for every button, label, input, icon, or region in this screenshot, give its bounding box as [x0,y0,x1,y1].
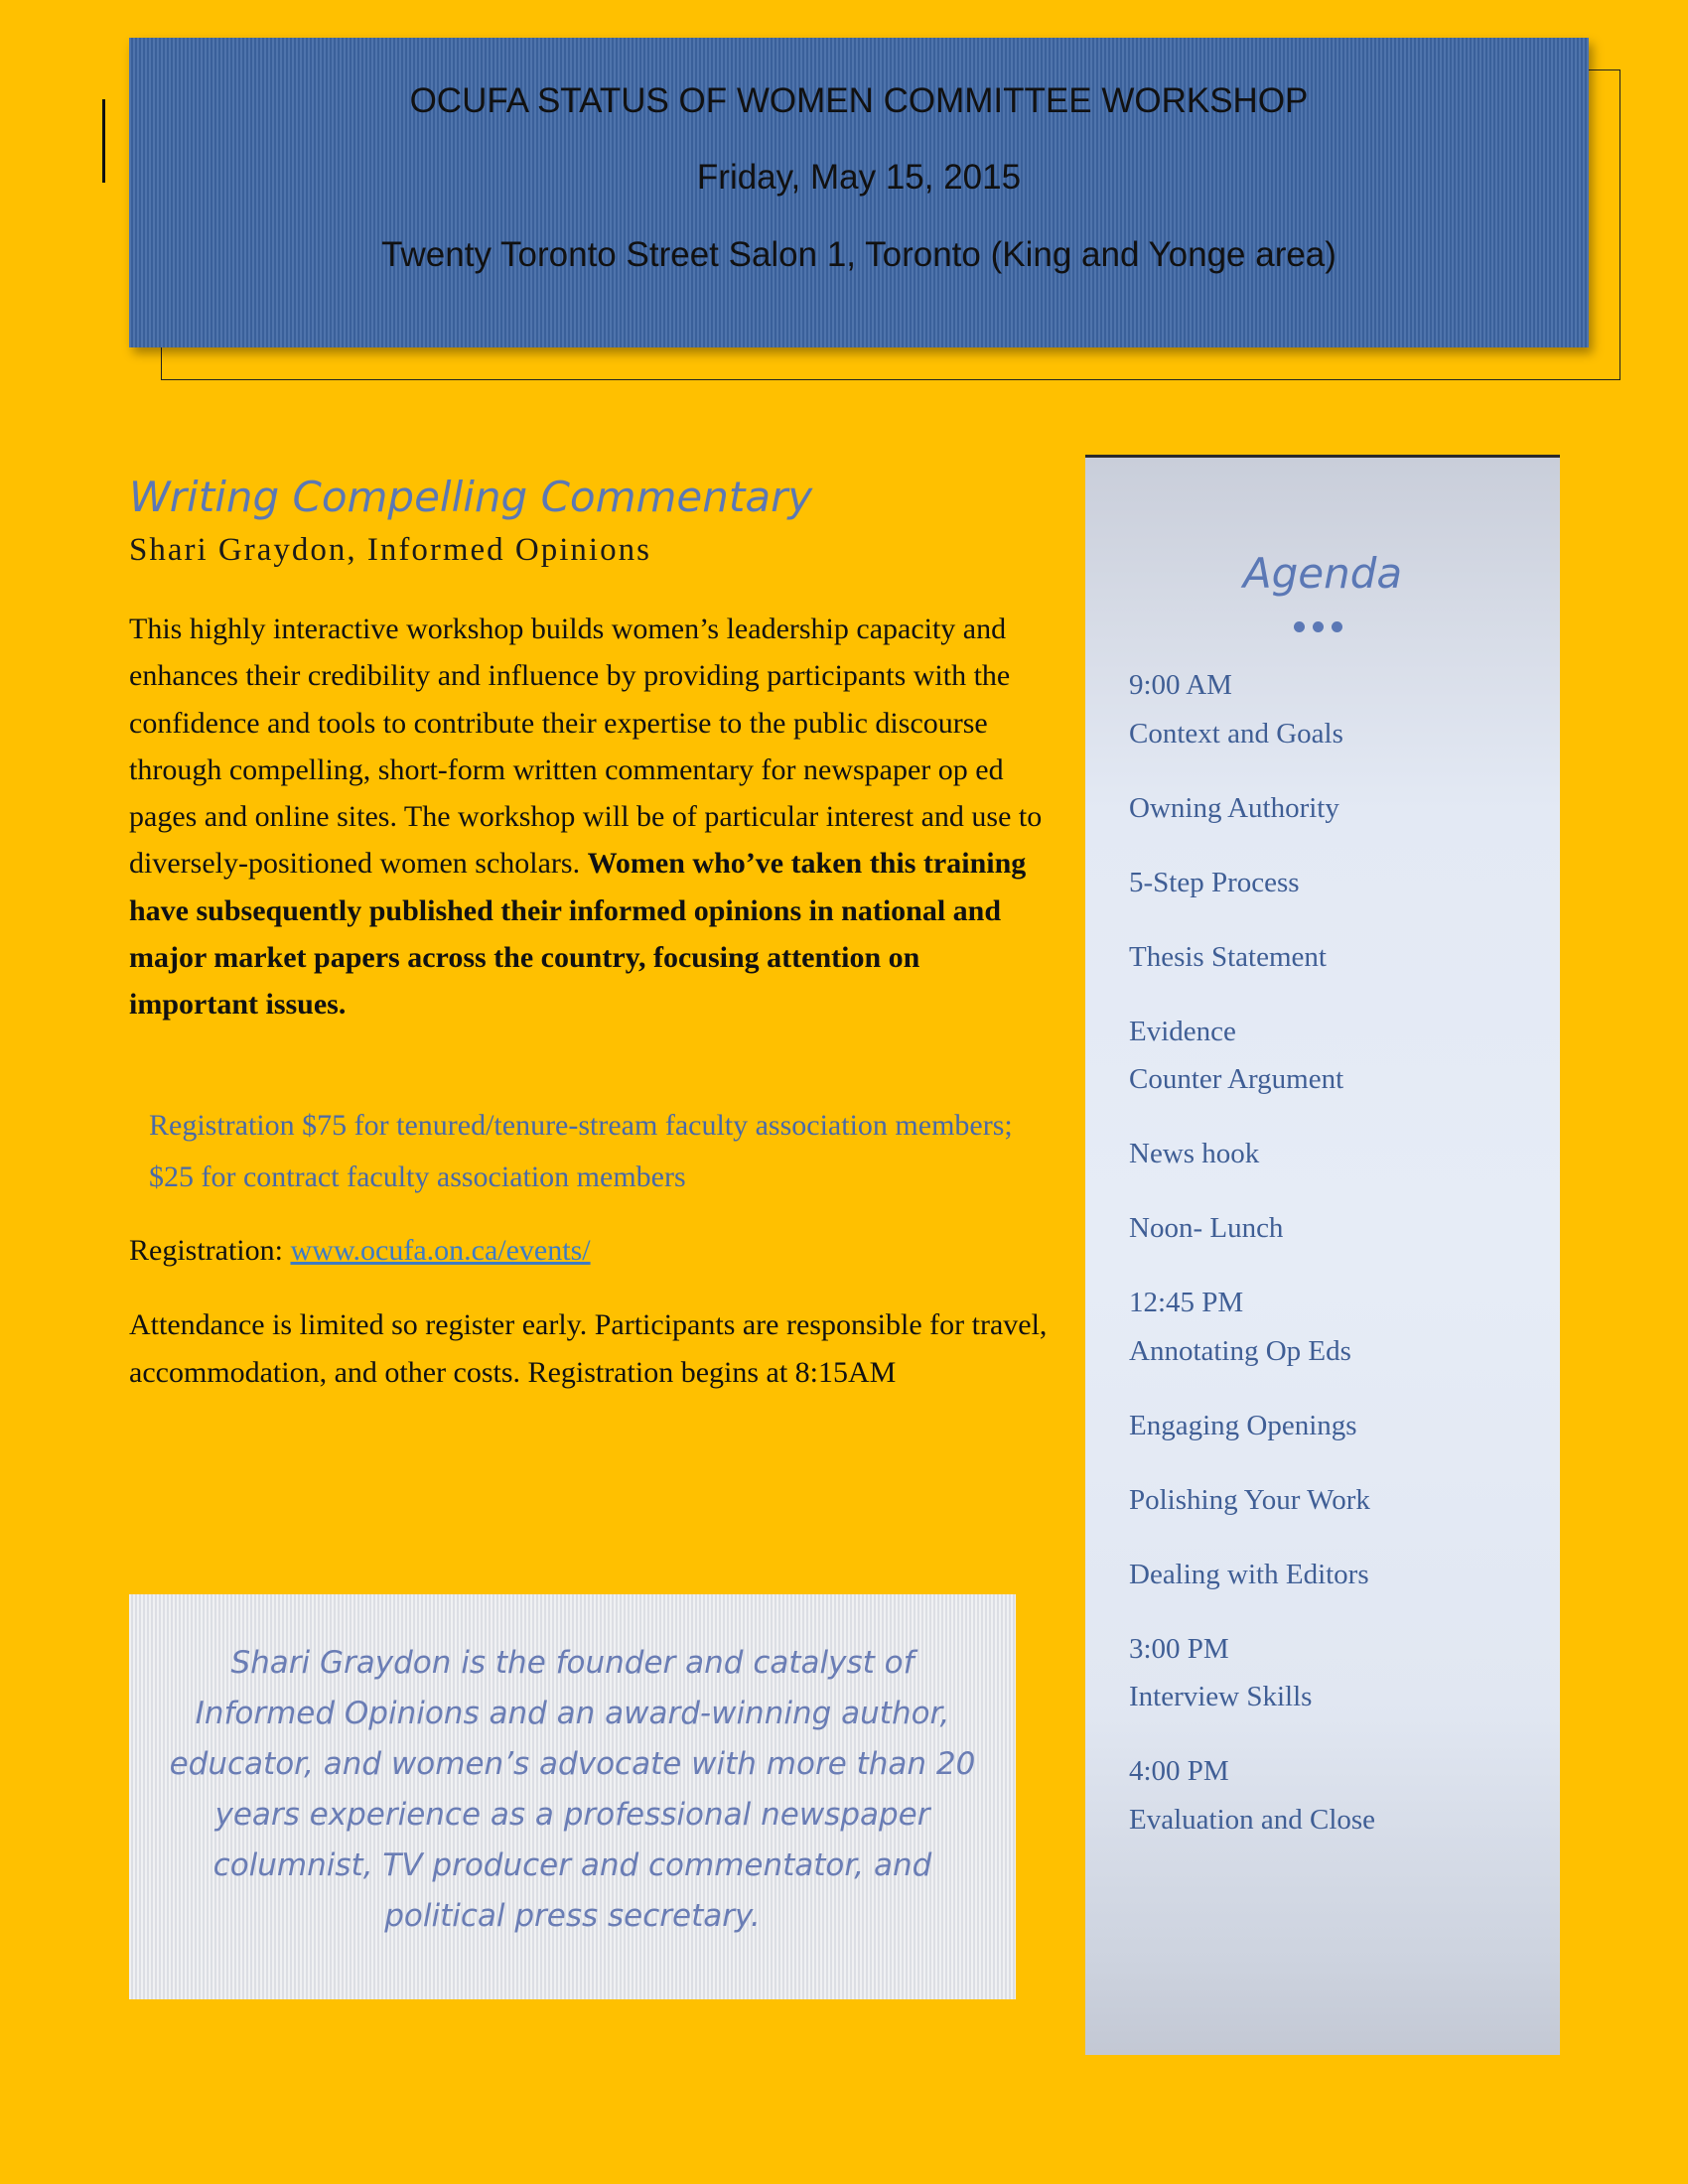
workshop-date: Friday, May 15, 2015 [696,158,1022,197]
session-description [129,606,1043,1028]
agenda-item-label: Interview Skills [1129,1681,1313,1712]
agenda-time: 3:00 PM [1129,1632,1229,1665]
agenda-item-label: Engaging Openings [1129,1409,1357,1441]
agenda-sidebar [1085,455,1560,2055]
registration-label: Registration: [129,1234,291,1267]
text-cursor [102,99,105,183]
agenda-item-label: Evaluation and Close [1129,1803,1376,1836]
agenda-time: 4:00 PM [1129,1755,1229,1787]
ellipsis-icon [1294,619,1353,633]
agenda-item-label: Counter Argument [1129,1063,1344,1095]
registration-fees: Registration $75 for tenured/tenure-stream faculty association members; $25 for contract faculty association members [149,1109,1013,1193]
workshop-venue: Twenty Toronto Street Salon 1, Toronto (King and Yonge area) [381,235,1336,274]
agenda-item-label: Annotating Op Eds [1129,1334,1351,1367]
agenda-item-label: Owning Authority [1129,791,1339,824]
agenda-item-label: Evidence [1129,1015,1236,1047]
presenter-bio: Shari Graydon is the founder and catalyst of Informed Opinions and an award-winning author, educator, and women’s advocate with more than 20 years experience as a professional newspaper columnist, TV producer and commentator, and political press secretary. [169,1645,976,1934]
agenda-title: Agenda [1242,549,1403,598]
agenda-item-label: Thesis Statement [1129,940,1327,973]
agenda-time: 9:00 AM [1129,669,1232,701]
attendance-note: Attendance is limited so register early. Participants are responsible for travel, accommodation, and other costs. Registration begins at 8:15AM [129,1308,1048,1389]
registration-line [129,1227,591,1274]
session-title: Writing Compelling Commentary [129,473,813,521]
agenda-item-label: News hook [1129,1138,1260,1169]
agenda-time: 12:45 PM [1129,1287,1244,1318]
registration-link[interactable]: www.ocufa.on.ca/events/ [290,1234,591,1267]
description-intro: This highly interactive workshop builds women’s leadership capacity and enhances their credibility and influence by providing participants with the confidence and tools to contribute their expertise to the public discourse through compelling, short-form written commentary for newspaper op ed pages and online sites. The workshop will be of particular interest and use to diversely-positioned women scholars. [129,613,1043,881]
workshop-title: OCUFA STATUS OF WOMEN COMMITTEE WORKSHOP [409,81,1309,120]
agenda-item-label: 5-Step Process [1129,866,1300,898]
agenda-item-label: Context and Goals [1129,717,1343,750]
agenda-item-label: Dealing with Editors [1129,1558,1369,1590]
header-banner [129,38,1589,347]
session-presenter: Shari Graydon, Informed Opinions [129,532,651,568]
agenda-item-label: Noon- Lunch [1129,1212,1284,1244]
description-highlight: Women who’ve taken this training have subsequently published their informed opinions in national and major market papers across the country, focusing attention on important issues. [129,847,1027,1022]
agenda-item-label: Polishing Your Work [1129,1483,1370,1516]
presenter-bio-box [129,1594,1016,1999]
